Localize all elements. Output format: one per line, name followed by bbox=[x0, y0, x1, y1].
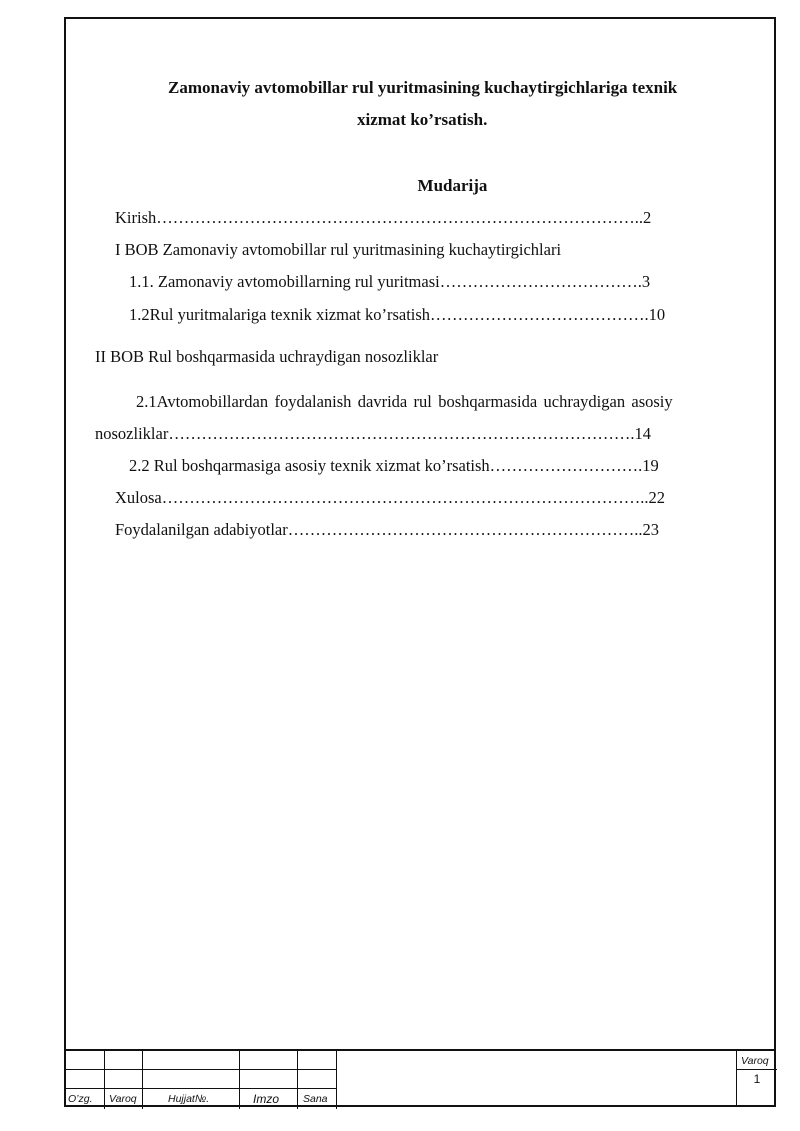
page-number: 1 bbox=[753, 1072, 761, 1086]
stamp-divider bbox=[104, 1051, 105, 1109]
stamp-divider bbox=[239, 1051, 240, 1109]
toc-item-adabiyotlar: Foydalanilgan adabiyotlar………………………………………………………..23 bbox=[115, 520, 659, 539]
page-number-label: Varoq bbox=[741, 1055, 769, 1067]
toc-item-xulosa: Xulosa……………………………………………………………………………..22 bbox=[115, 488, 665, 507]
stamp-label-varoq: Varoq bbox=[109, 1093, 137, 1105]
stamp-divider bbox=[336, 1051, 337, 1109]
stamp-row-divider bbox=[64, 1088, 336, 1089]
toc-chapter-2: II BOB Rul boshqarmasida uchraydigan nosozliklar bbox=[95, 347, 439, 366]
toc-chapter-1: I BOB Zamonaviy avtomobillar rul yuritmasining kuchaytirgichlari bbox=[115, 240, 562, 259]
stamp-divider bbox=[297, 1051, 298, 1109]
stamp-label-sana: Sana bbox=[303, 1093, 328, 1105]
toc-item-kirish: Kirish……………………………………………………………………………..2 bbox=[115, 208, 652, 227]
toc-item-1-2: 1.2Rul yuritmalariga texnik xizmat ko’rsatish………………………………….10 bbox=[129, 305, 666, 324]
page-number-box bbox=[736, 1049, 776, 1107]
stamp-divider bbox=[142, 1051, 143, 1109]
document-title-line-1: Zamonaviy avtomobillar rul yuritmasining kuchaytirgichlariga texnik bbox=[168, 78, 678, 97]
toc-heading: Mudarija bbox=[417, 176, 488, 195]
toc-item-1-1: 1.1. Zamonaviy avtomobillarning rul yuritmasi……………………………….3 bbox=[129, 272, 651, 291]
stamp-row-divider bbox=[64, 1069, 336, 1070]
title-block-stamp bbox=[64, 1049, 776, 1107]
stamp-label-ozg: O’zg. bbox=[68, 1093, 93, 1105]
stamp-label-hujjat: Hujjat№. bbox=[168, 1093, 210, 1105]
stamp-label-imzo: Imzo bbox=[253, 1092, 280, 1106]
toc-item-2-1-line-1: 2.1Avtomobillardan foydalanish davrida rul boshqarmasida uchraydigan asosiy bbox=[136, 392, 673, 411]
page-number-divider bbox=[737, 1069, 777, 1070]
toc-item-2-2: 2.2 Rul boshqarmasiga asosiy texnik xizmat ko’rsatish……………………….19 bbox=[129, 456, 659, 475]
document-title-line-2: xizmat ko’rsatish. bbox=[357, 110, 488, 129]
toc-item-2-1-line-2: nosozliklar………………………………………………………………………….14 bbox=[95, 424, 651, 443]
